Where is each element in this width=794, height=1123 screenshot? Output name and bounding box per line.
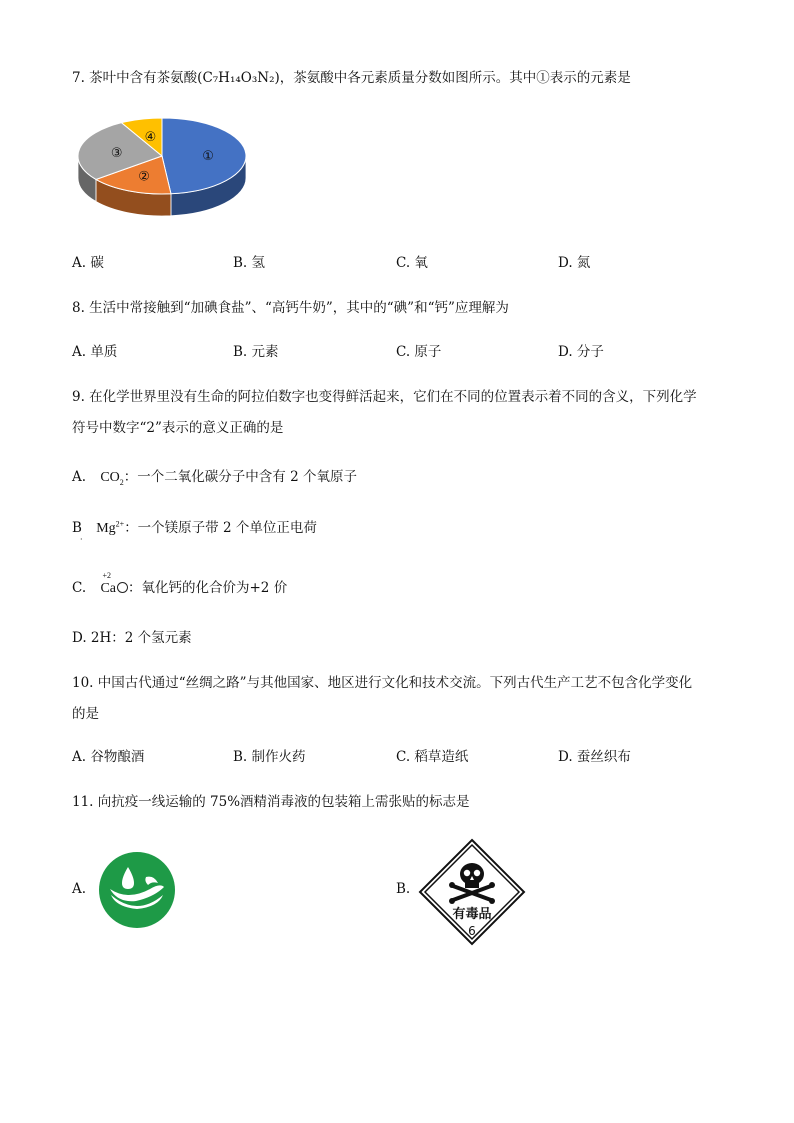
- element-mass-pie-chart: [74, 110, 254, 220]
- option-text: ：氧化钙的化合价为+2 价: [128, 580, 288, 596]
- q7-option-c[interactable]: C. 氧: [396, 255, 428, 271]
- q9-option-b[interactable]: [72, 516, 317, 537]
- option-text: ：一个二氧化碳分子中含有 2 个氧原子: [123, 469, 357, 485]
- q8-option-b[interactable]: B. 元素: [233, 344, 279, 360]
- q9-stem-line2: 符号中数字“2”表示的意义正确的是: [72, 420, 284, 436]
- circle-o-icon: [117, 582, 128, 593]
- cao-valence-formula: +2 Ca: [100, 581, 128, 597]
- toxic-substance-sign-icon[interactable]: [418, 838, 526, 946]
- q11-option-a-label[interactable]: A.: [72, 881, 87, 897]
- q10-option-b[interactable]: B. 制作火药: [233, 749, 306, 765]
- q10-option-c[interactable]: C. 稻草造纸: [396, 749, 469, 765]
- co2-formula: $CO_2$: [100, 470, 124, 487]
- option-label: C.: [72, 580, 87, 596]
- q8-option-d[interactable]: D. 分子: [558, 344, 604, 360]
- q10-option-a[interactable]: A. 谷物酿酒: [72, 749, 145, 765]
- pie-slice-label: ②: [138, 169, 150, 185]
- q11-option-b-label[interactable]: B.: [396, 881, 411, 897]
- q10-option-d[interactable]: D. 蚕丝织布: [558, 749, 631, 765]
- q11-stem: 11. 向抗疫一线运输的 75%酒精消毒液的包装箱上需张贴的标志是: [72, 794, 470, 810]
- water-conservation-icon[interactable]: [98, 851, 176, 929]
- q7-option-d[interactable]: D. 氮: [558, 255, 591, 271]
- option-label: B: [72, 520, 82, 536]
- option-label: A.: [72, 469, 87, 485]
- sign-class-number: 6: [468, 924, 476, 938]
- q9-option-a[interactable]: [72, 465, 357, 487]
- mg-ion-formula: $Mg^{2+}$: [96, 519, 125, 536]
- q9-option-d[interactable]: D. 2H：2 个氢元素: [72, 630, 192, 646]
- q8-option-a[interactable]: A. 单质: [72, 344, 118, 360]
- q8-stem: 8. 生活中常接触到“加碘食盐”、“高钙牛奶”，其中的“碘”和“钙”应理解为: [72, 300, 509, 316]
- q9-stem-line1: 9. 在化学世界里没有生命的阿拉伯数字也变得鲜活起来，它们在不同的位置表示着不同的含义，下列化学: [72, 389, 697, 405]
- q10-stem-line1: 10. 中国古代通过“丝绸之路”与其他国家、地区进行文化和技术交流。下列古代生产工艺不包含化学变化: [72, 675, 693, 691]
- stray-dot: ·: [80, 535, 83, 544]
- q9-option-c[interactable]: [72, 571, 288, 597]
- q7-option-b[interactable]: B. 氢: [233, 255, 266, 271]
- sign-label: 有毒品: [452, 907, 492, 922]
- pie-slice-label: ①: [202, 148, 214, 164]
- q7-stem: 7. 茶叶中含有茶氨酸(C₇H₁₄O₃N₂)，茶氨酸中各元素质量分数如图所示。其中①表示的元素是: [72, 70, 631, 86]
- pie-slice-label: ③: [110, 145, 123, 161]
- pie-slice-label: ④: [144, 129, 157, 145]
- q10-stem-line2: 的是: [72, 706, 99, 722]
- option-text: ：一个镁原子带 2 个单位正电荷: [124, 520, 317, 536]
- q7-option-a[interactable]: A. 碳: [72, 255, 104, 271]
- q8-option-c[interactable]: C. 原子: [396, 344, 442, 360]
